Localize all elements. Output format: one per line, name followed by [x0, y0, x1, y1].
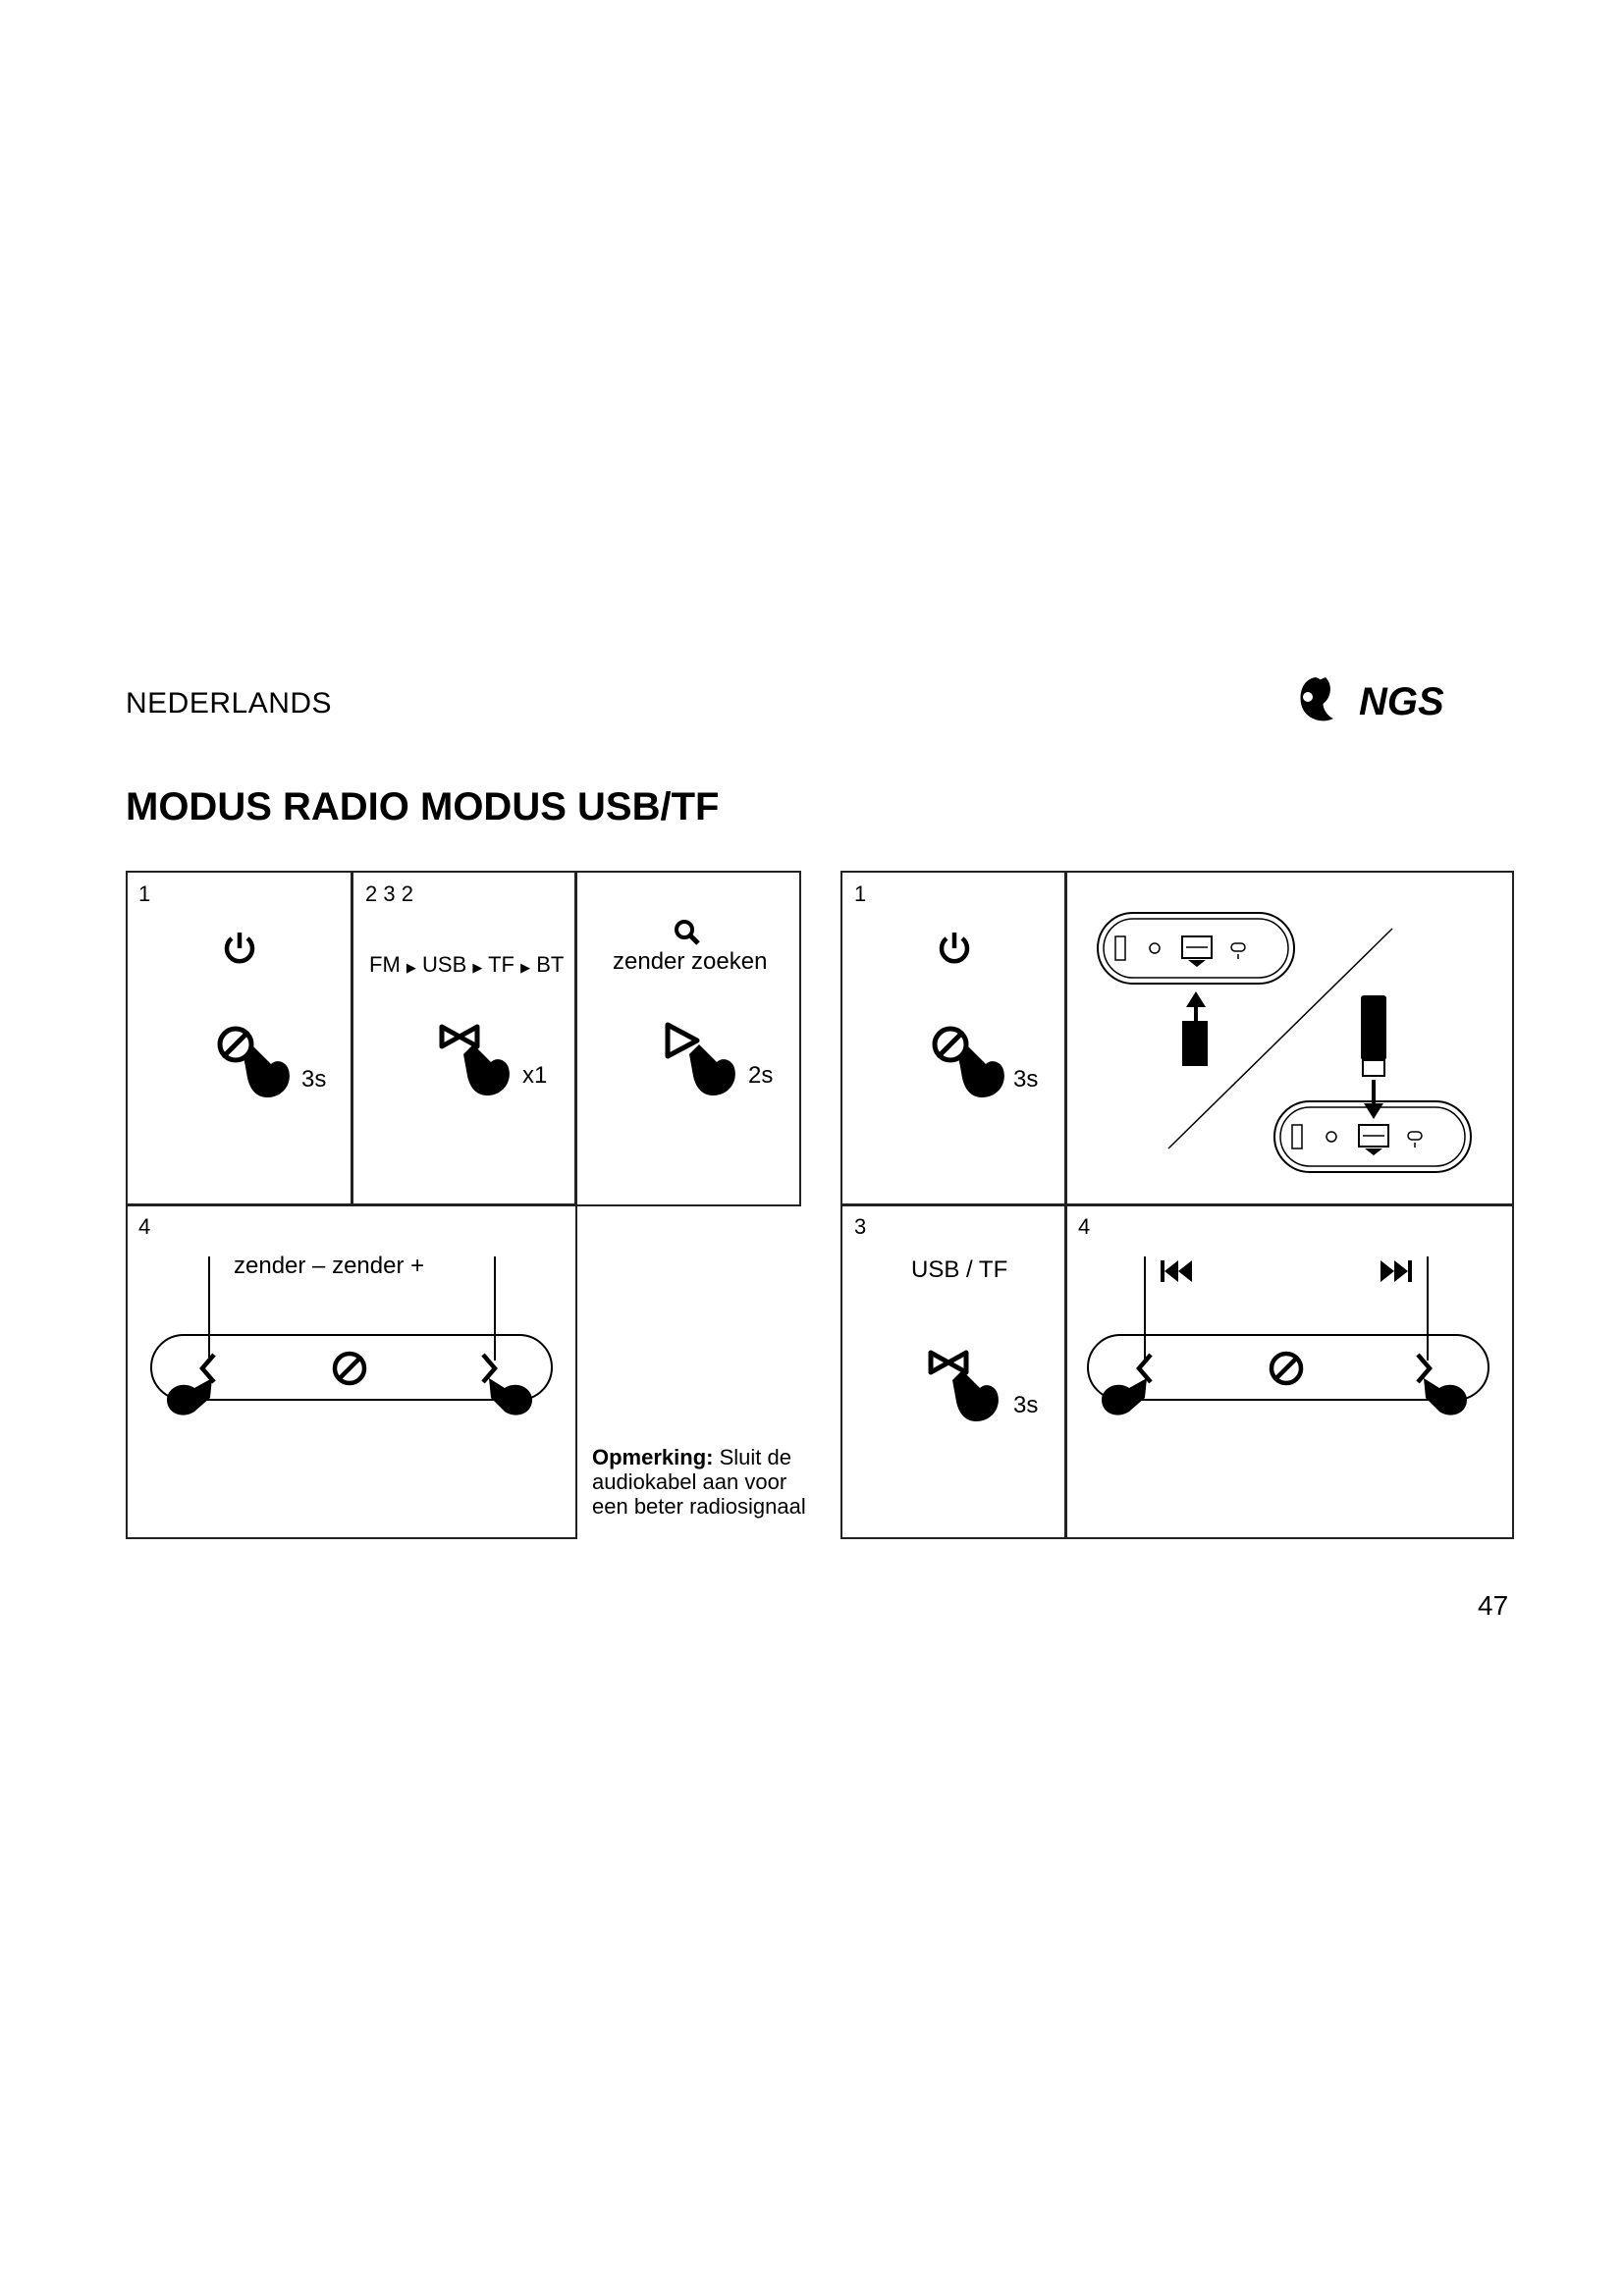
radio-step3-duration: 2s: [748, 1062, 774, 1089]
language-label: NEDERLANDS: [126, 687, 333, 720]
next-track-icon: [1380, 1260, 1412, 1282]
usb-step1-duration: 3s: [1013, 1066, 1039, 1093]
speaker-control-bar: [145, 1253, 558, 1410]
mode-fm: FM: [369, 952, 401, 977]
ngs-logo-icon: [1296, 669, 1512, 728]
usb-step1-number: 1: [854, 881, 867, 906]
arrow-right-icon: ▶: [472, 960, 483, 975]
svg-text:NGS: NGS: [1359, 680, 1444, 723]
mode-sequence: [369, 952, 564, 978]
press-hand-icon: [929, 1023, 1017, 1101]
radio-step4-label: zender – zender +: [234, 1253, 425, 1279]
mode-hand-icon: [438, 1021, 526, 1099]
mode-bt: BT: [536, 952, 565, 977]
arrow-right-icon: ▶: [520, 960, 531, 975]
page-title: MODUS RADIO MODUS USB/TF: [126, 785, 720, 828]
radio-step4-number: 4: [138, 1214, 151, 1239]
previous-track-icon: [1161, 1260, 1192, 1282]
mode-hand-icon: [927, 1347, 1015, 1425]
mode-usb: USB: [422, 952, 467, 977]
note-text: Sluit de audiokabel aan voor een beter radiosignaal: [592, 1445, 806, 1519]
usb-step3-duration: 3s: [1013, 1392, 1039, 1418]
arrow-right-icon: ▶: [406, 960, 416, 975]
press-hand-icon: [214, 1023, 302, 1101]
radio-step2-count: x1: [522, 1062, 548, 1089]
insert-media-illustration: [1080, 893, 1512, 1188]
radio-step3-label: zender zoeken: [613, 948, 768, 975]
track-control-bar: [1084, 1253, 1496, 1449]
radio-step1-duration: 3s: [301, 1066, 327, 1093]
power-icon: [220, 929, 259, 968]
page-number: 47: [1478, 1590, 1509, 1621]
mode-tf: TF: [488, 952, 514, 977]
play-hand-icon: [664, 1021, 752, 1099]
note-heading: Opmerking:: [592, 1445, 714, 1469]
usb-step3-number: 3: [854, 1214, 867, 1239]
usb-step4-number: 4: [1078, 1214, 1091, 1239]
radio-step1-number: 1: [138, 881, 151, 906]
brand-logo: [1296, 669, 1512, 728]
power-icon: [935, 929, 974, 968]
radio-step2-number: 2 3 2: [365, 881, 413, 906]
radio-note: [592, 1445, 808, 1519]
search-icon: [673, 918, 702, 947]
usb-step3-label: USB / TF: [911, 1256, 1008, 1283]
